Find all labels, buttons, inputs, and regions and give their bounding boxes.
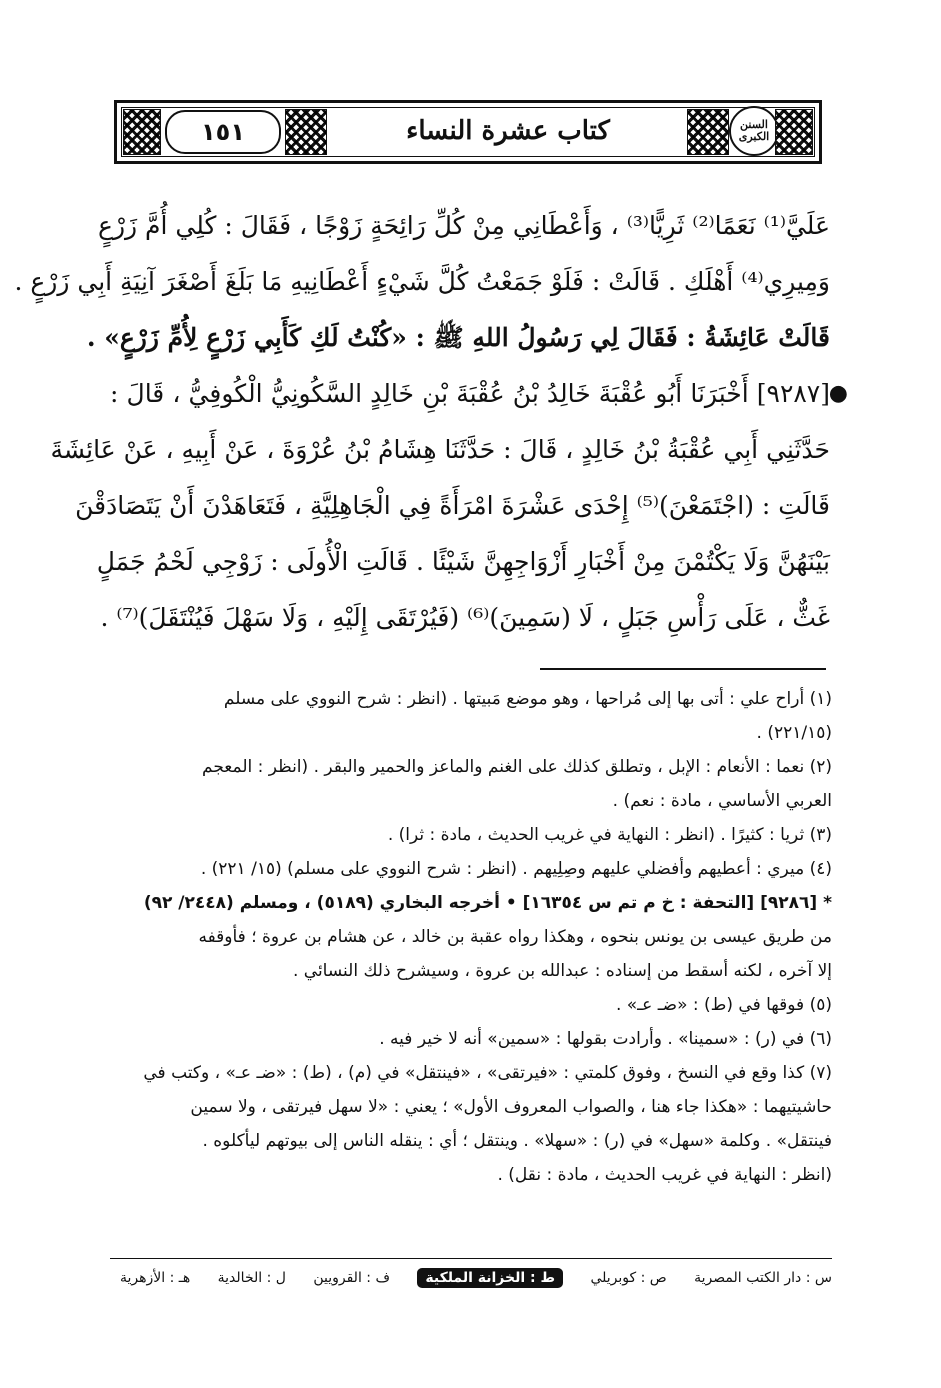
key-item: ص : كوبريلي xyxy=(590,1270,667,1286)
text-line: حَدَّثَنِي أَبِي عُقْبَةُ بْنُ خَالِدٍ ، قَالَ : حَدَّثَنَا هِشَامُ بْنُ عُرْوَةَ ، عَنْ أَبِيهِ ، عَنْ عَائِشَةَ xyxy=(50,435,830,464)
ornament-left xyxy=(123,109,161,155)
footnote-separator xyxy=(540,668,826,670)
footnote-line: (٤) ميري : أعطيهم وأفضلي عليهم وصِلِيهم . (انظر : شرح النووي على مسلم) (١٥/ ٢٢١) . xyxy=(200,859,832,879)
text-line: بَيْنَهُنَّ وَلَا يَكْتُمْنَ مِنْ أَخْبَارِ أَزْوَاجِهِنَّ شَيْئًا . قَالَتِ الْأُولَى : زَوْجِي لَحْمُ جَمَلٍ xyxy=(96,547,830,576)
page-header xyxy=(114,100,822,164)
text-line: عَلَيَّ⁽¹⁾ نَعَمًا⁽²⁾ ثَرِيًّا⁽³⁾ ، وَأَعْطَانِي مِنْ كُلِّ رَائِحَةٍ زَوْجًا ، فَقَالَ : كُلِي أُمَّ زَرْعٍ xyxy=(98,211,830,240)
text-line: [٩٢٨٧] أَخْبَرَنَا أَبُو عُقْبَةَ خَالِدُ بْنُ عُقْبَةَ بْنِ خَالِدٍ السَّكُونِيُّ الْكُوفِيُّ ، قَالَ : xyxy=(110,379,830,408)
footnote-line: (٢٢١/١٥) . xyxy=(756,723,832,743)
series-logo: السنن الكبرى xyxy=(729,106,779,156)
text-line: غَثٌّ ، عَلَى رَأْسِ جَبَلٍ ، لَا (سَمِينَ)⁽⁶⁾ (فَيُرْتَقَى إِلَيْهِ ، وَلَا سَهْلَ فَيُنْتَقَلَ)⁽⁷⁾ . xyxy=(100,603,830,632)
key-separator xyxy=(110,1258,832,1259)
main-text xyxy=(14,198,848,646)
footnote-line: (٥) فوقها في (ط) : «ضـ عـ» . xyxy=(615,995,832,1015)
footnote-line: (٣) ثريا : كثيرًا . (انظر : النهاية في غريب الحديث ، مادة : ثرا) . xyxy=(387,825,832,845)
footnote-line: (٦) في (ر) : «سمينا» . وأرادت بقولها : «سمين» أنه لا خير فيه . xyxy=(379,1029,832,1049)
footnote-line: العربي الأساسي ، مادة : نعم) . xyxy=(612,791,832,811)
footnote-line: (٧) كذا وقع في النسخ ، وفوق كلمتي : «فيرتقى» ، «فينتقل» في (م) ، (ط) : «ضـ عـ» ، وكتب في xyxy=(143,1063,832,1083)
ornament-center-right xyxy=(687,109,729,155)
text-line: قَالَتْ عَائِشَةُ : فَقَالَ لِي رَسُولُ اللهِ ﷺ : «كُنْتُ لَكِ كَأَبِي زَرْعٍ لِأُمِّ زَرْعٍ» . xyxy=(86,323,830,352)
footnote-line: (انظر : النهاية في غريب الحديث ، مادة : نقل) . xyxy=(497,1165,832,1185)
key-item: ل : الخالدية xyxy=(217,1270,286,1286)
text-line: وَمِيرِي⁽⁴⁾ أَهْلَكِ . قَالَتْ : فَلَوْ جَمَعْتُ كُلَّ شَيْءٍ أَعْطَانِيهِ مَا بَلَغَ أَصْغَرَ آنِيَةِ أَبِي زَرْعٍ . xyxy=(14,267,830,296)
page-number: ١٥١ xyxy=(165,110,281,154)
footnotes xyxy=(110,682,832,1192)
footnote-line: فينتقل» . وكلمة «سهل» في (ر) : «سهلا» . وينتقل ؛ أي : ينقله الناس إلى بيوتهم ليأكلوه . xyxy=(202,1131,832,1151)
text-line: قَالَتِ : (اجْتَمَعْنَ)⁽⁵⁾ إِحْدَى عَشْرَةَ امْرَأَةً فِي الْجَاهِلِيَّةِ ، فَتَعَاهَدْنَ أَنْ يَتَصَادَقْنَ xyxy=(75,491,830,520)
key-item: هـ : الأزهرية xyxy=(120,1270,191,1286)
hadith-9287-start xyxy=(110,366,848,422)
bullet-icon: ● xyxy=(828,381,848,406)
footnote-line: (١) أراح علي : أتى بها إلى مُراحها ، وهو موضع مَبيتها . (انظر : شرح النووي على مسلم xyxy=(223,689,832,709)
footnote-line: حاشيتيهما : «هكذا جاء هنا ، والصواب المعروف الأول» ؛ يعني : «لا سهل فيرتقى ، ولا سمين xyxy=(190,1097,832,1117)
key-item: ف : القرويين xyxy=(313,1270,390,1286)
ornament-center-left xyxy=(285,109,327,155)
manuscript-key xyxy=(120,1268,832,1288)
ornament-right xyxy=(775,109,813,155)
footnote-line: من طريق عيسى بن يونس بنحوه ، وهكذا رواه عقبة بن خالد ، عن هشام بن عروة ؛ فأوقفه xyxy=(198,927,832,947)
footnote-line: (٢) نعما : الأنعام : الإبل ، وتطلق كذلك على الغنم والماعز والحمير والبقر . (انظر : المعجم xyxy=(202,757,832,777)
key-item-highlighted: ط : الخزانة الملكية xyxy=(417,1268,563,1288)
takhrij-line: * [٩٢٨٦] [التحفة : خ م تم س ١٦٣٥٤] • أخرجه البخاري (٥١٨٩) ، ومسلم (٢٤٤٨/ ٩٢) xyxy=(143,893,832,913)
footnote-line: إلا آخره ، لكنه أسقط من إسناده : عبدالله بن عروة ، وسيشرح ذلك النسائي . xyxy=(292,961,832,981)
book-title: كتاب عشرة النساء xyxy=(406,116,610,146)
key-item: س : دار الكتب المصرية xyxy=(694,1270,832,1286)
